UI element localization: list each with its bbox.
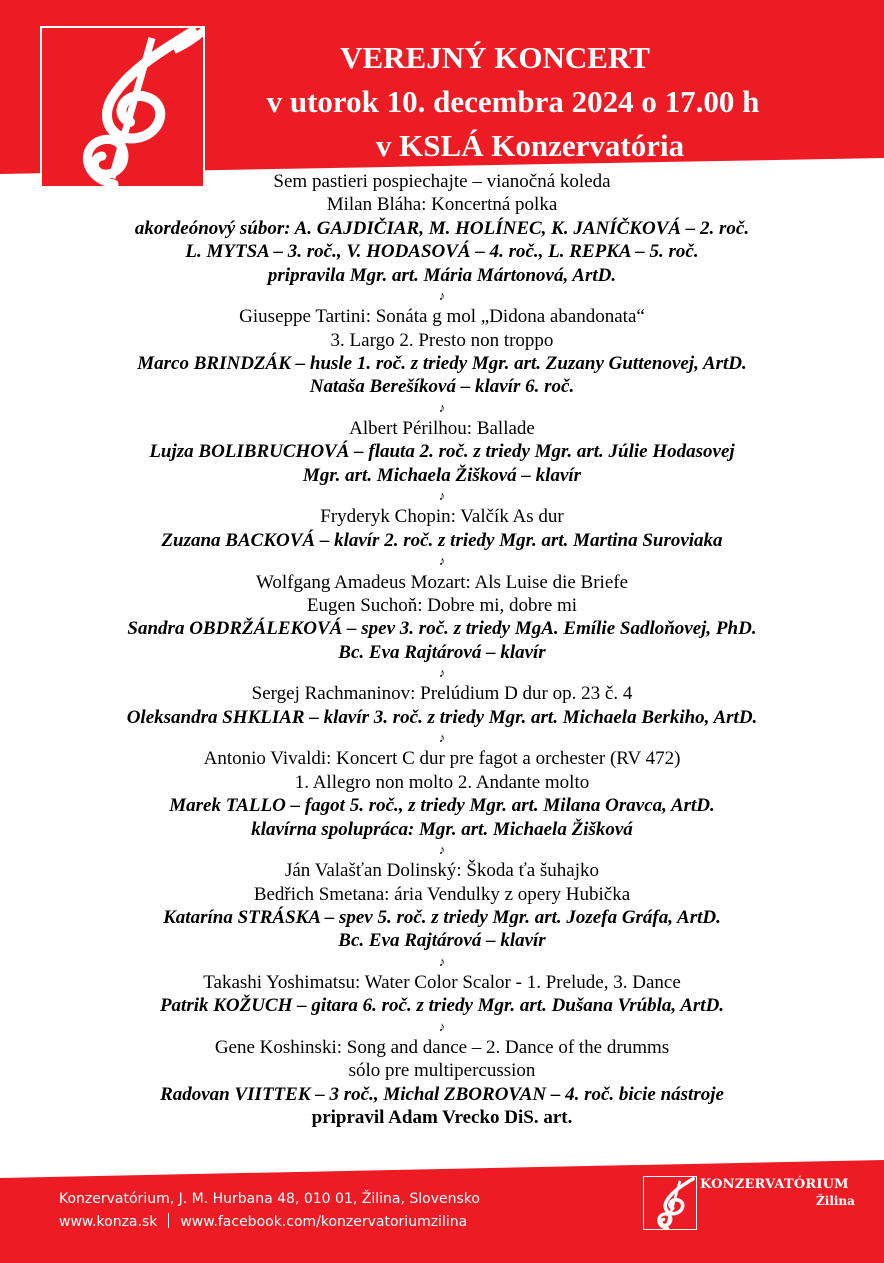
note-separator-icon: ♪ [438, 1018, 446, 1034]
concert-venue: v KSLÁ Konzervatória [375, 128, 685, 163]
program-piece: Takashi Yoshimatsu: Water Color Scalor - 1. Prelude, 3. Dance [203, 972, 681, 993]
prepared-by: pripravil Adam Vrecko DiS. art. [311, 1107, 573, 1129]
footer-contact [59, 1188, 480, 1234]
program-piece: Gene Koshinski: Song and dance – 2. Dance of the drumms [214, 1037, 670, 1059]
performer-line: Marek TALLO – fagot 5. roč., z triedy Mgr. art. Milana Oravca, ArtD. [169, 795, 715, 817]
concert-title: VEREJNÝ KONCERT [340, 40, 650, 75]
program-piece: Bedřich Smetana: ária Vendulky z opery Hubička [253, 883, 631, 905]
note-separator-icon: ♪ [438, 665, 446, 681]
note-separator-icon: ♪ [438, 399, 446, 415]
program-piece: Wolfgang Amadeus Mozart: Als Luise die Briefe [255, 571, 629, 593]
performer-line: Marco BRINDZÁK – husle 1. roč. z triedy Mgr. art. Zuzany Guttenovej, ArtD. [137, 353, 747, 375]
performer-line: Nataša Berešíková – klavír 6. roč. [309, 376, 575, 398]
program-piece: Sergej Rachmaninov: Prelúdium D dur op. 23 č. 4 [251, 683, 633, 705]
performer-line: akordeónový súbor: A. GAJDIČIAR, M. HOLÍNEC, K. JANÍČKOVÁ – 2. roč. [134, 217, 750, 239]
treble-clef-icon [644, 1177, 697, 1230]
performer-line: Lujza BOLIBRUCHOVÁ – flauta 2. roč. z triedy Mgr. art. Júlie Hodasovej [149, 441, 735, 463]
footer-divider [168, 1213, 169, 1228]
program-piece: Ján Valašťan Dolinský: Škoda ťa šuhajko [284, 860, 600, 882]
performer-line: Katarína STRÁSKA – spev 5. roč. z triedy Mgr. art. Jozefa Gráfa, ArtD. [163, 906, 721, 928]
program-piece: Sem pastieri pospiechajte – vianočná koleda [273, 171, 611, 192]
performer-line: Mgr. art. Michaela Žišková – klavír [302, 464, 582, 486]
brand-city: Žilina [816, 1194, 855, 1208]
program-piece: sólo pre multipercussion [348, 1060, 536, 1082]
performer-line: Bc. Eva Rajtárová – klavír [338, 930, 546, 952]
program-piece: Albert Périlhou: Ballade [349, 418, 535, 440]
performer-line: Bc. Eva Rajtárová – klavír [338, 641, 546, 663]
footer-address: Konzervatórium, J. M. Hurbana 48, 010 01, Žilina, Slovensko [59, 1191, 480, 1207]
performer-line: Zuzana BACKOVÁ – klavír 2. roč. z triedy Mgr. art. Martina Suroviaka [161, 529, 723, 551]
treble-clef-icon [42, 28, 205, 188]
note-separator-icon: ♪ [438, 730, 446, 746]
note-separator-icon: ♪ [438, 841, 446, 857]
program-piece: Eugen Suchoň: Dobre mi, dobre mi [306, 594, 578, 616]
school-logo [40, 26, 205, 188]
performer-line: pripravila Mgr. art. Mária Mártonová, ArtD. [267, 264, 617, 286]
program-piece: 3. Largo 2. Presto non troppo [330, 329, 554, 351]
program-list [60, 170, 824, 1130]
note-separator-icon: ♪ [438, 953, 446, 969]
note-separator-icon: ♪ [438, 288, 446, 304]
program-piece: Fryderyk Chopin: Valčík As dur [320, 506, 564, 528]
program-piece: Giuseppe Tartini: Sonáta g mol „Didona abandonata“ [239, 306, 645, 328]
performer-line: klavírna spolupráca: Mgr. art. Michaela Žišková [251, 818, 633, 840]
facebook-link[interactable]: www.facebook.com/konzervatoriumzilina [180, 1214, 468, 1230]
performer-line: Radovan VIITTEK – 3 roč., Michal ZBOROVAN – 4. roč. bicie nástroje [160, 1083, 724, 1105]
website-link[interactable]: www.konza.sk [59, 1214, 158, 1230]
performer-line: Oleksandra SHKLIAR – klavír 3. roč. z triedy Mgr. art. Michaela Berkiho, ArtD. [126, 706, 758, 728]
concert-date: v utorok 10. decembra 2024 o 17.00 h [266, 84, 760, 119]
performer-line: Patrik KOŽUCH – gitara 6. roč. z triedy Mgr. art. Dušana Vrúbla, ArtD. [159, 995, 725, 1017]
performer-line: Sandra OBDRŽÁLEKOVÁ – spev 3. roč. z triedy MgA. Emílie Sadloňovej, PhD. [127, 618, 757, 640]
program-piece: Antonio Vivaldi: Koncert C dur pre fagot a orchester (RV 472) [203, 748, 681, 770]
note-separator-icon: ♪ [438, 553, 446, 569]
performer-line: L. MYTSA – 3. roč., V. HODASOVÁ – 4. roč., L. REPKA – 5. roč. [185, 241, 699, 263]
program-piece: 1. Allegro non molto 2. Andante molto [294, 771, 590, 793]
brand-name: KONZERVATÓRIUM [700, 1177, 849, 1192]
footer-logo [643, 1176, 697, 1230]
concert-header [215, 36, 775, 168]
program-piece: Milan Bláha: Koncertná polka [326, 194, 558, 216]
footer-brand [700, 1177, 855, 1208]
note-separator-icon: ♪ [438, 488, 446, 504]
